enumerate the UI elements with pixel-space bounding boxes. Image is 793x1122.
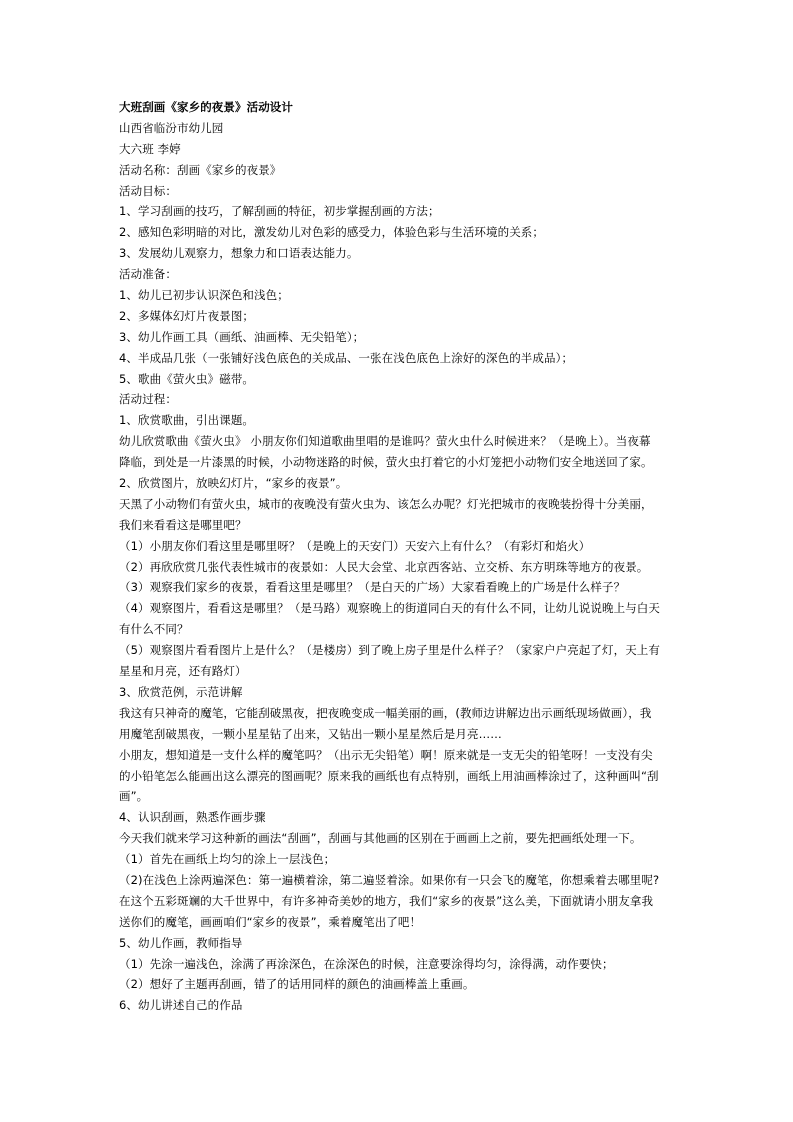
text-line: 今天我们就来学习这种新的画法“刮画”，刮画与其他画的区别在于画画上之前，要先把画纸处理一下。 — [119, 831, 642, 846]
text-line: 的小铅笔怎么能画出这么漂亮的图画呢？原来我的画纸也有点特别，画纸上用油画棒涂过了，这种画叫“刮 — [119, 768, 659, 783]
text-line: 1、欣赏歌曲，引出课题。 — [119, 413, 255, 428]
text-line: 星星和月亮，还有路灯） — [119, 664, 247, 679]
text-line: （3）观察我们家乡的夜景，看看这里是哪里？（是白天的广场）大家看看晚上的广场是什么样子？ — [119, 580, 626, 595]
text-line: 6、幼儿讲述自己的作品 — [119, 998, 243, 1013]
text-line: 2、欣赏图片，放映幻灯片，“家乡的夜景”。 — [119, 476, 348, 491]
text-line: 3、幼儿作画工具（画纸、油画棒、无尖铅笔）； — [119, 329, 365, 344]
text-line: 用魔笔刮破黑夜，一颗小星星钻了出来，又钻出一颗小星星然后是月亮…… — [119, 726, 502, 741]
text-line: 有什么不同？ — [119, 622, 189, 637]
text-line: 1、学习刮画的技巧，了解刮画的特征，初步掌握刮画的方法； — [119, 204, 440, 219]
text-line: 1、幼儿已初步认识深色和浅色； — [119, 288, 289, 303]
text-line: 小朋友，想知道是一支什么样的魔笔吗？（出示无尖铅笔）啊！原来就是一支无尖的铅笔呀！一支没有尖 — [119, 747, 653, 762]
text-line: 活动过程： — [119, 392, 177, 407]
text-line: 5、幼儿作画，教师指导 — [119, 935, 243, 950]
text-line: （2）想好了主题再刮画，错了的话用同样的颜色的油画棒盖上重画。 — [119, 977, 475, 992]
text-line: 降临，到处是一片漆黑的时候，小动物迷路的时候，萤火虫打着它的小灯笼把小动物们安全地送回了家。 — [119, 455, 653, 470]
text-line: （2)在浅色上涂两遍深色：第一遍横着涂，第二遍竖着涂。如果你有一只会飞的魔笔，你想乘着去哪里呢? — [119, 872, 660, 887]
text-line: 幼儿欣赏歌曲《萤火虫》 小朋友你们知道歌曲里唱的是谁吗？萤火虫什么时候进来？（是晚上）。当夜幕 — [119, 434, 651, 449]
text-line: 2、多媒体幻灯片夜景图； — [119, 308, 255, 323]
text-line: 在这个五彩斑斓的大千世界中，有许多神奇美妙的地方，我们“家乡的夜景”这么美，下面就请小朋友拿我 — [119, 893, 654, 908]
text-line: 活动名称：刮画《家乡的夜景》 — [119, 162, 282, 177]
document-body — [119, 97, 679, 1016]
text-line: 天黑了小动物们有萤火虫，城市的夜晚没有萤火虫为、该怎么办呢？灯光把城市的夜晚装扮得十分美丽， — [119, 496, 653, 511]
text-line: 5、歌曲《萤火虫》磁带。 — [119, 371, 255, 386]
text-line: （1）小朋友你们看这里是哪里呀？（是晚上的天安门）天安六上有什么？（有彩灯和焰火） — [119, 538, 591, 553]
text-line: （2）再欣欣赏几张代表性城市的夜景如：人民大会堂、北京西客站、立交桥、东方明珠等地方的夜景。 — [119, 559, 649, 574]
text-line: 我们来看看这是哪里吧？ — [119, 517, 247, 532]
text-line: 我这有只神奇的魔笔，它能刮破黑夜，把夜晚变成一幅美丽的画，(教师边讲解边出示画纸现场做画），我 — [119, 705, 652, 720]
text-line: 大六班 李婷 — [119, 141, 181, 156]
text-line: （4）观察图片，看看这是哪里？（是马路）观察晚上的街道同白天的有什么不同，让幼儿说说晚上与白天 — [119, 601, 661, 616]
text-line: 山西省临汾市幼儿园 — [119, 120, 224, 135]
text-line: （1）首先在画纸上均匀的涂上一层浅色； — [119, 852, 336, 867]
text-line: （5）观察图片看看图片上是什么？（是楼房）到了晚上房子里是什么样子？（家家户户亮起了灯，天上有 — [119, 643, 661, 658]
text-line: 3、发展幼儿观察力，想象力和口语表达能力。 — [119, 246, 359, 261]
text-line: 2、感知色彩明暗的对比，激发幼儿对色彩的感受力，体验色彩与生活环境的关系； — [119, 225, 545, 240]
text-line: 3、欣赏范例，示范讲解 — [119, 684, 243, 699]
text-line: 活动准备： — [119, 267, 177, 282]
text-line: 4、认识刮画，熟悉作画步骤 — [119, 810, 266, 825]
text-line: 4、半成品几张（一张铺好浅色底色的关成品、一张在浅色底色上涂好的深色的半成品）； — [119, 350, 574, 365]
text-line: 画”。 — [119, 789, 149, 804]
text-line: 活动目标： — [119, 183, 177, 198]
document-title: 大班刮画《家乡的夜景》活动设计 — [119, 100, 293, 114]
text-line: （1）先涂一遍浅色，涂满了再涂深色，在涂深色的时候，注意要涂得均匀，涂得满，动作要快； — [119, 956, 614, 971]
text-line: 送你们的魔笔，画画咱们“家乡的夜景”，乘着魔笔出了吧！ — [119, 914, 422, 929]
